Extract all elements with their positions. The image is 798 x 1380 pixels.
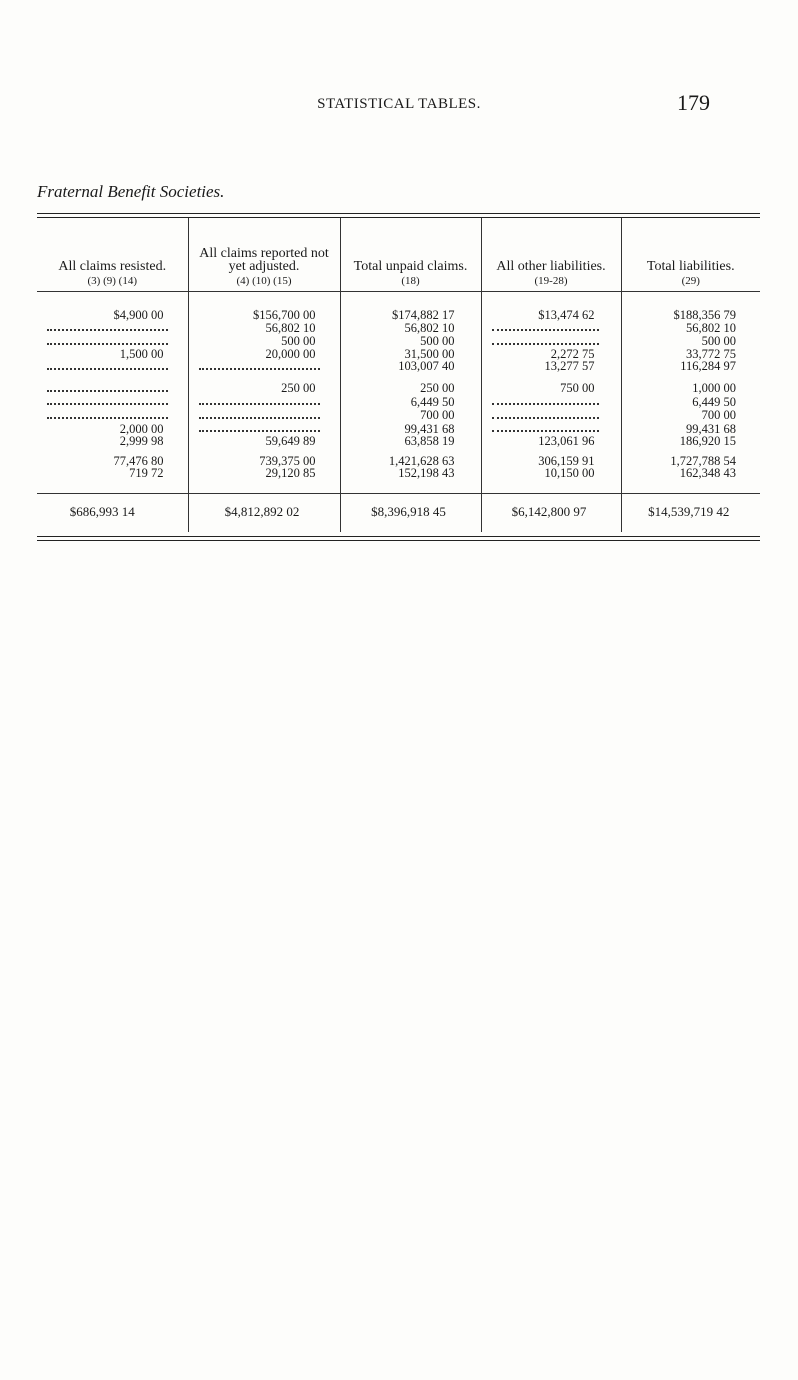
table-cell: [37, 409, 188, 423]
column-header: [340, 218, 481, 292]
table-row: [37, 292, 760, 322]
table-cell: 13,277 57: [481, 360, 621, 374]
dot-leader: [47, 322, 168, 332]
table-cell: 103,007 40: [340, 360, 481, 374]
section-title: Fraternal Benefit Societies.: [37, 182, 225, 201]
table-row: [37, 456, 760, 468]
table-cell: [481, 409, 621, 423]
column-ref: (29): [681, 275, 700, 287]
table-body: [37, 292, 760, 532]
table-cell: 152,198 43: [340, 468, 481, 494]
table-cell: [37, 360, 188, 374]
table-cell: $156,700 00: [188, 292, 340, 322]
column-ref: (18): [401, 275, 420, 287]
table-cell: 250 00: [340, 382, 481, 396]
table-cell: [188, 423, 340, 437]
table-cell: [37, 396, 188, 410]
table-cell: 99,431 68: [621, 423, 760, 437]
liabilities-table: [37, 213, 760, 541]
table-cell: 739,375 00: [188, 456, 340, 468]
table-cell: 700 00: [340, 409, 481, 423]
row-spacer: [37, 448, 760, 456]
table-cell: 2,999 98: [119, 436, 164, 448]
spacer-cell: [188, 374, 340, 382]
table-cell: 20,000 00: [188, 349, 340, 361]
table-cell: $188,356 79: [621, 292, 760, 322]
dot-leader: [47, 396, 168, 406]
column-ref: (4) (10) (15): [236, 275, 292, 287]
column-header: [481, 218, 621, 292]
dot-leader: [47, 335, 168, 345]
table-cell: 250 00: [188, 382, 340, 396]
table-cell: 1,421,628 63: [340, 456, 481, 468]
table-row: [37, 409, 760, 423]
table-cell: $174,882 17: [340, 292, 481, 322]
table-row: [37, 436, 760, 448]
table-cell: 500 00: [188, 335, 340, 349]
table-cell: 56,802 10: [188, 322, 340, 336]
column-label: Total liabilities.: [646, 259, 735, 274]
table-row: [37, 423, 760, 437]
table-cell: [188, 396, 340, 410]
dot-leader: [492, 322, 599, 332]
dot-leader: [492, 423, 599, 433]
table-cell: $13,474 62: [481, 292, 621, 322]
table-row: [37, 396, 760, 410]
table-cell: 63,858 19: [340, 436, 481, 448]
table-cell: 31,500 00: [340, 349, 481, 361]
column-label: Total unpaid claims.: [353, 259, 468, 274]
dot-leader: [492, 409, 599, 419]
bottom-double-rule: [37, 536, 760, 541]
table-cell: [37, 322, 188, 336]
table-cell: [481, 423, 621, 437]
column-header: [37, 218, 188, 292]
table-cell: 6,449 50: [340, 396, 481, 410]
column-header: [188, 218, 340, 292]
dot-leader: [199, 409, 320, 419]
total-cell: $686,993 14: [37, 494, 188, 532]
header-row: [37, 218, 760, 292]
dot-leader: [492, 396, 599, 406]
table-row: [37, 335, 760, 349]
total-cell: $6,142,800 97: [481, 494, 621, 532]
table-cell: 59,649 89: [188, 436, 340, 448]
table-row: [37, 468, 760, 494]
spacer-cell: [621, 448, 760, 456]
total-cell: $4,812,892 02: [188, 494, 340, 532]
table-cell: 10,150 00: [481, 468, 621, 494]
spacer-cell: [481, 374, 621, 382]
dot-leader: [47, 360, 168, 370]
dot-leader: [47, 409, 168, 419]
table-row: [37, 322, 760, 336]
table-cell: [37, 335, 188, 349]
table-cell: 56,802 10: [621, 322, 760, 336]
table-cell: [481, 335, 621, 349]
page-number: 179: [677, 90, 710, 115]
table-cell: 116,284 97: [621, 360, 760, 374]
table-cell: 1,500 00: [119, 348, 164, 361]
column-header: [621, 218, 760, 292]
dot-leader: [199, 396, 320, 406]
table-cell: 2,272 75: [481, 349, 621, 361]
dot-leader: [199, 360, 320, 370]
table-cell: 99,431 68: [340, 423, 481, 437]
dot-leader: [47, 382, 168, 392]
table-row: [37, 349, 760, 361]
column-ref: (3) (9) (14): [87, 275, 137, 287]
dot-leader: [492, 335, 599, 345]
spacer-cell: [481, 448, 621, 456]
running-header-title: STATISTICAL TABLES.: [317, 96, 481, 112]
total-cell: $8,396,918 45: [340, 494, 481, 532]
table-cell: [188, 409, 340, 423]
table-cell: 2,000 00: [119, 422, 164, 436]
table-cell: 500 00: [621, 335, 760, 349]
totals-row: [37, 494, 760, 532]
table-cell: 29,120 85: [188, 468, 340, 494]
table-cell: [481, 396, 621, 410]
column-label: All claims resisted.: [58, 259, 167, 274]
table-row: [37, 382, 760, 396]
spacer-cell: [188, 448, 340, 456]
total-cell: $14,539,719 42: [621, 494, 760, 532]
table-cell: $4,900 00: [113, 308, 164, 322]
table-cell: 123,061 96: [481, 436, 621, 448]
table-cell: 1,000 00: [621, 382, 760, 396]
table-cell: 719 72: [129, 467, 164, 480]
spacer-cell: [340, 374, 481, 382]
spacer-cell: [340, 448, 481, 456]
table-cell: 186,920 15: [621, 436, 760, 448]
table-cell: 306,159 91: [481, 456, 621, 468]
table-cell: 1,727,788 54: [621, 456, 760, 468]
table-cell: 56,802 10: [340, 322, 481, 336]
table-cell: 6,449 50: [621, 396, 760, 410]
row-spacer: [37, 374, 760, 382]
table-cell: 162,348 43: [621, 468, 760, 494]
column-ref: (19-28): [534, 275, 568, 287]
table-cell: [188, 360, 340, 374]
column-label: All claims reported not yet adjusted.: [199, 246, 329, 274]
table-cell: 33,772 75: [621, 349, 760, 361]
column-label: All other liabilities.: [496, 259, 606, 274]
table-cell: 700 00: [621, 409, 760, 423]
table-cell: 500 00: [340, 335, 481, 349]
dot-leader: [199, 423, 320, 433]
table-cell: [37, 382, 188, 396]
table-cell: 750 00: [481, 382, 621, 396]
table-cell: [481, 322, 621, 336]
spacer-cell: [37, 374, 188, 382]
spacer-cell: [621, 374, 760, 382]
spacer-cell: [37, 448, 188, 456]
table-cell: 77,476 80: [113, 455, 164, 468]
table-row: [37, 360, 760, 374]
